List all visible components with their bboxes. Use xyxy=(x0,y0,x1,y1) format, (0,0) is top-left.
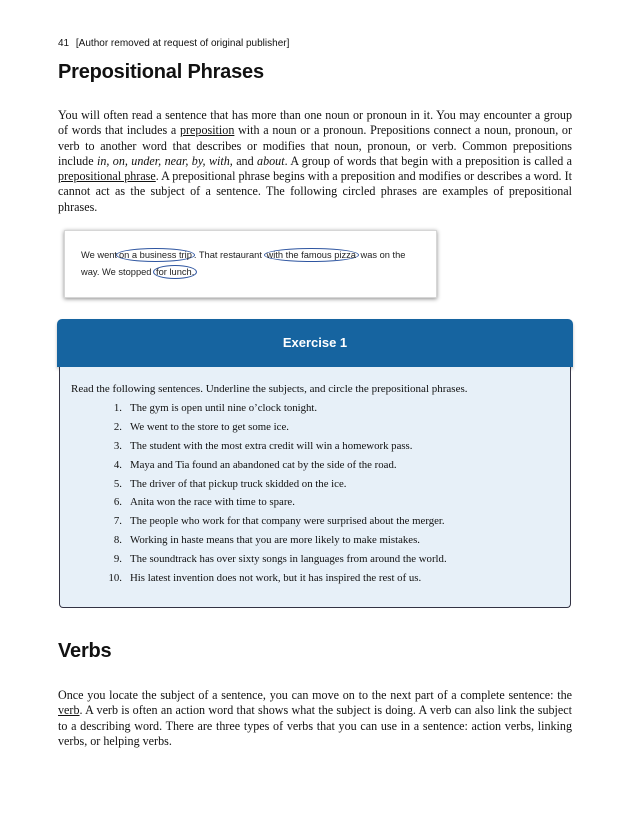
glossary-link-prepositional-phrase[interactable]: prepositional phrase xyxy=(58,169,156,184)
exercise-list xyxy=(86,402,447,591)
preposition-examples: in, on, under, near, by, with, xyxy=(96,153,233,168)
exercise-body xyxy=(59,367,571,608)
item-text: Anita won the race with time to spare. xyxy=(130,496,295,509)
exercise-box xyxy=(57,319,573,609)
exercise-title: Exercise 1 xyxy=(282,335,348,350)
circled-phrase: on a business trip xyxy=(116,248,195,262)
item-number: 6. xyxy=(113,496,122,509)
list-item xyxy=(86,421,447,440)
example-run: was on the way. We stopped xyxy=(81,250,406,277)
running-head-text: [Author removed at request of original publisher] xyxy=(75,38,290,49)
glossary-link-verb[interactable]: verb xyxy=(58,703,80,718)
list-item xyxy=(86,534,447,553)
running-head xyxy=(58,38,289,49)
item-text: The student with the most extra credit will win a homework pass. xyxy=(130,439,413,452)
exercise-header xyxy=(57,319,573,367)
circled-phrase: with the famous pizza xyxy=(264,248,359,262)
example-run: We went xyxy=(81,250,117,260)
prepositional-phrases-paragraph xyxy=(58,108,572,215)
text-run: . A prepositional phrase begins with a preposition and modifies or describes a word. It cannot act as the subject of a sentence. The following circled phrases are examples of prepositional phrases. xyxy=(58,169,572,214)
item-number: 7. xyxy=(113,515,122,528)
list-item xyxy=(86,553,447,572)
example-figure xyxy=(64,230,437,298)
text-run: . A group of words that begin with a preposition is called a xyxy=(284,153,572,168)
item-number: 1. xyxy=(113,402,122,414)
verbs-paragraph xyxy=(58,688,572,749)
glossary-link-preposition[interactable]: preposition xyxy=(179,123,235,138)
item-text: Maya and Tia found an abandoned cat by the side of the road. xyxy=(130,458,397,471)
item-number: 3. xyxy=(113,439,122,452)
item-number: 10. xyxy=(108,572,122,585)
item-text: The soundtrack has over sixty songs in languages from around the world. xyxy=(130,553,447,566)
exercise-instruction: Read the following sentences. Underline the subjects, and circle the prepositional phrases. xyxy=(71,383,468,395)
text-run: Once you locate the subject of a sentence, you can move on to the next part of a complete sentence: the xyxy=(58,688,572,702)
text-run: . A verb is often an action word that shows what the subject is doing. A verb can also link the subject to a describing word. There are three types of verbs that you can use in a sentence: action verbs, linking verbs, or helping verbs. xyxy=(58,703,572,748)
list-item xyxy=(86,459,447,478)
list-item xyxy=(86,440,447,459)
list-item xyxy=(86,515,447,534)
list-item xyxy=(86,478,447,497)
example-text xyxy=(81,247,426,281)
list-item xyxy=(86,572,447,591)
section-title-verbs: Verbs xyxy=(58,640,112,662)
example-run: . That restaurant xyxy=(193,250,262,260)
item-number: 4. xyxy=(113,458,122,471)
item-text: We went to the store to get some ice. xyxy=(130,420,289,433)
text-run: You will often read a sentence that has more than one noun or pronoun in it. You may encounter a group of words that includes a xyxy=(58,108,572,138)
item-number: 2. xyxy=(113,420,122,433)
item-text: Working in haste means that you are more likely to make mistakes. xyxy=(130,534,420,547)
item-text: The gym is open until nine o’clock tonight. xyxy=(130,402,318,414)
item-text: His latest invention does not work, but it has inspired the rest of us. xyxy=(130,572,422,585)
preposition-example-about: about xyxy=(257,153,285,168)
item-number: 8. xyxy=(113,534,122,547)
item-text: The driver of that pickup truck skidded on the ice. xyxy=(130,477,347,490)
list-item xyxy=(86,402,447,421)
text-run: with a noun or a pronoun. Prepositions connect a noun, pronoun, or verb to another word that describes or modifies that noun, pronoun, or verb. Common prepositions include xyxy=(58,123,572,168)
text-run: and xyxy=(232,153,258,168)
list-item xyxy=(86,496,447,515)
section-title-prepositional-phrases: Prepositional Phrases xyxy=(58,61,264,83)
page-number: 41 xyxy=(58,38,70,49)
item-text: The people who work for that company were surprised about the merger. xyxy=(130,515,445,528)
circled-phrase: for lunch. xyxy=(153,265,197,279)
item-number: 9. xyxy=(113,553,122,566)
item-number: 5. xyxy=(113,477,122,490)
